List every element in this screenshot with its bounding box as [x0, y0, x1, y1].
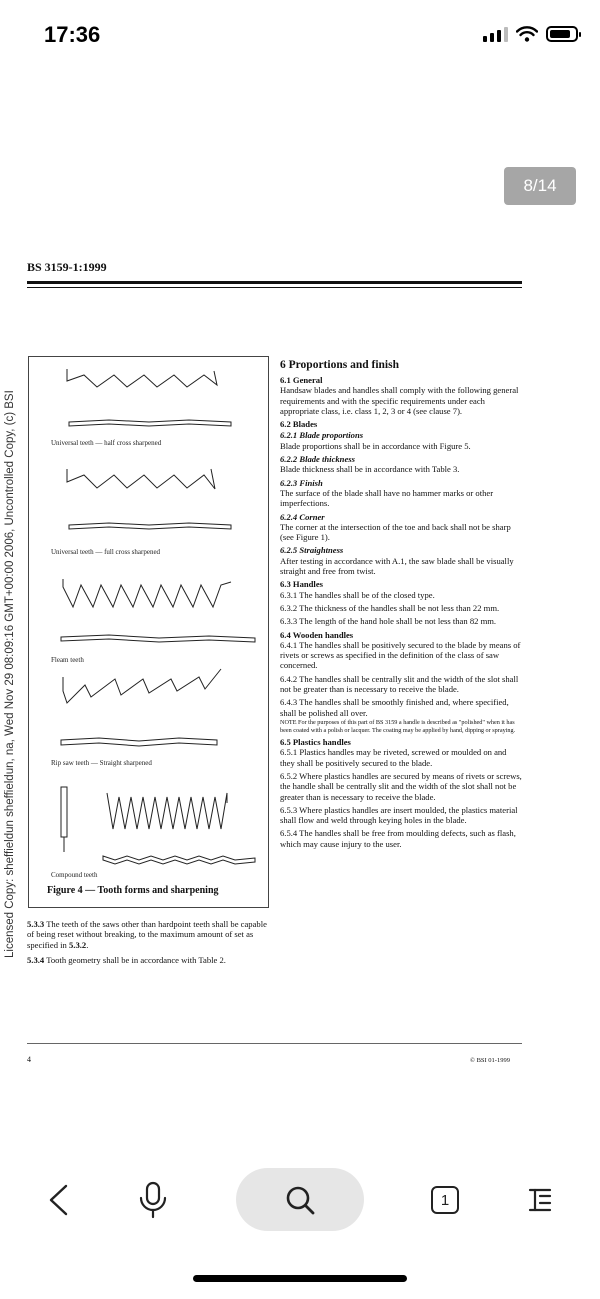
clause-6-3-1: 6.3.1 The handles shall be of the closed type.: [280, 589, 435, 600]
section-6-2-2-heading: 6.2.2 Blade thickness: [280, 454, 355, 465]
back-icon: [46, 1183, 70, 1217]
clause-5-3-4: 5.3.4 Tooth geometry shall be in accordance with Table 2.: [27, 955, 226, 966]
section-6-2-heading: 6.2 Blades: [280, 419, 318, 430]
figure-caption: Figure 4 — Tooth forms and sharpening: [47, 885, 219, 896]
bottom-toolbar: [0, 1168, 600, 1232]
note-polished: NOTE For the purposes of this part of BS 3159 a handle is described as "polished" when it has been coated with a polish or lacquer. The coating may be applied by hand, dipping or spraying.: [280, 718, 516, 734]
signal-icon: [483, 26, 508, 42]
section-6-3-heading: 6.3 Handles: [280, 579, 323, 590]
section-6-2-5-heading: 6.2.5 Straightness: [280, 545, 344, 556]
clause-5-3-3: 5.3.3 The teeth of the saws other than hardpoint teeth shall be capable of being reset without breaking, to the maximum amount of set as specified in 5.3.2.: [27, 919, 267, 950]
search-button[interactable]: [236, 1168, 364, 1231]
section-6-5-heading: 6.5 Plastics handles: [280, 737, 351, 748]
tabs-button[interactable]: [422, 1168, 468, 1232]
teeth-set-view-4: [61, 738, 217, 746]
section-6-4-heading: 6.4 Wooden handles: [280, 629, 354, 640]
clause-6-3-3: 6.3.3 The length of the hand hole shall be not less than 82 mm.: [280, 616, 497, 627]
section-6-2-2-text: Blade thickness shall be in accordance with Table 3.: [280, 464, 460, 475]
document-id: BS 3159-1:1999: [27, 260, 107, 274]
section-6-2-3-text: The surface of the blade shall have no hammer marks or other imperfections.: [280, 487, 494, 509]
teeth-set-view-3: [61, 635, 255, 642]
clause-6-5-1: 6.5.1 Plastics handles may be riveted, screwed or moulded on and they shall be positively secured to the blade.: [280, 747, 507, 768]
figure-label-2: Universal teeth — full cross sharpened: [51, 548, 161, 556]
section-6-2-1-text: Blade proportions shall be in accordance with Figure 5.: [280, 440, 471, 451]
header-rule-thin: [27, 287, 522, 288]
right-column-text: [280, 359, 522, 852]
section-6-2-5-text: After testing in accordance with A.1, the saw blade shall be visually straight and free from twist.: [280, 555, 514, 577]
search-icon: [284, 1184, 316, 1216]
figure-label-1: Universal teeth — half cross sharpened: [51, 439, 162, 447]
license-watermark: Licensed Copy: sheffieldun sheffieldun, na, Wed Nov 29 08:09:16 GMT+00:00 2006, Uncontrolled Copy, (c) BSI: [4, 390, 16, 958]
teeth-set-view-2: [69, 523, 231, 529]
figure-label-3: Fleam teeth: [51, 656, 84, 664]
wifi-icon: [516, 26, 538, 42]
blade-edge-view: [61, 787, 67, 837]
tabs-icon: 1: [431, 1186, 459, 1214]
clause-6-5-2: 6.5.2 Where plastics handles are secured by means of rivets or screws, the handle shall be centrally slit and the width of the slot shall not be greater than is necessary to receive the blade.: [280, 770, 522, 802]
teeth-set-view-1: [69, 420, 231, 426]
menu-button[interactable]: [518, 1168, 562, 1232]
figure-label-5: Compound teeth: [51, 871, 98, 879]
battery-icon: [546, 26, 578, 42]
clause-6-4-3: 6.4.3 The handles shall be smoothly finished and, where specified, shall be polished all over.: [280, 697, 509, 718]
left-column-text: [27, 919, 272, 971]
section-6-heading: 6 Proportions and finish: [280, 359, 399, 371]
home-indicator[interactable]: [193, 1275, 407, 1282]
teeth-set-view-5: [103, 856, 255, 864]
teeth-profile-4: [63, 669, 221, 703]
microphone-icon: [138, 1181, 168, 1219]
page-number: 4: [27, 1055, 31, 1064]
header-rule: [27, 281, 522, 284]
clause-6-5-3: 6.5.3 Where plastics handles are insert moulded, the plastics material shall flow and weld through keying holes in the blade.: [280, 804, 518, 826]
section-6-1-heading: 6.1 General: [280, 375, 323, 385]
section-6-2-4-text: The corner at the intersection of the toe and back shall not be sharp (see Figure 1).: [280, 521, 511, 543]
section-6-1-text: Handsaw blades and handles shall comply with the following general requirements and with the specific requirements under each appropriate class, i.e. class 1, 2, 3 or 4 (see clause 7).: [280, 385, 519, 416]
section-6-2-4-heading: 6.2.4 Corner: [280, 511, 325, 522]
section-6-2-1-heading: 6.2.1 Blade proportions: [280, 430, 364, 441]
status-icons: [483, 26, 578, 42]
teeth-profile-3: [63, 579, 231, 607]
menu-icon: [527, 1186, 553, 1214]
figure-label-4: Rip saw teeth — Straight sharpened: [51, 759, 152, 767]
teeth-profile-2: [67, 469, 215, 489]
clause-6-4-2: 6.4.2 The handles shall be centrally slit and the width of the slot shall not be greater than is necessary to receive the blade.: [280, 673, 519, 695]
clause-6-5-4: 6.5.4 The handles shall be free from moulding defects, such as flash, which may cause injury to the user.: [280, 828, 516, 849]
section-6-2-3-heading: 6.2.3 Finish: [280, 477, 323, 488]
teeth-profile-1: [67, 369, 217, 387]
back-button[interactable]: [36, 1168, 80, 1232]
status-time: 17:36: [44, 22, 101, 47]
clause-6-4-1: 6.4.1 The handles shall be positively secured to the blade by means of rivets or screws as specified in the definition of the class of saw concerned.: [280, 639, 521, 671]
voice-button[interactable]: [130, 1168, 176, 1232]
clause-6-3-2: 6.3.2 The thickness of the handles shall be not less than 22 mm.: [280, 602, 500, 613]
page-indicator: 8/14: [504, 167, 576, 205]
figure-4: [28, 356, 269, 908]
teeth-profile-5: [107, 793, 227, 829]
footer-rule: [27, 1043, 522, 1044]
copyright-notice: © BSI 01-1999: [470, 1057, 510, 1064]
